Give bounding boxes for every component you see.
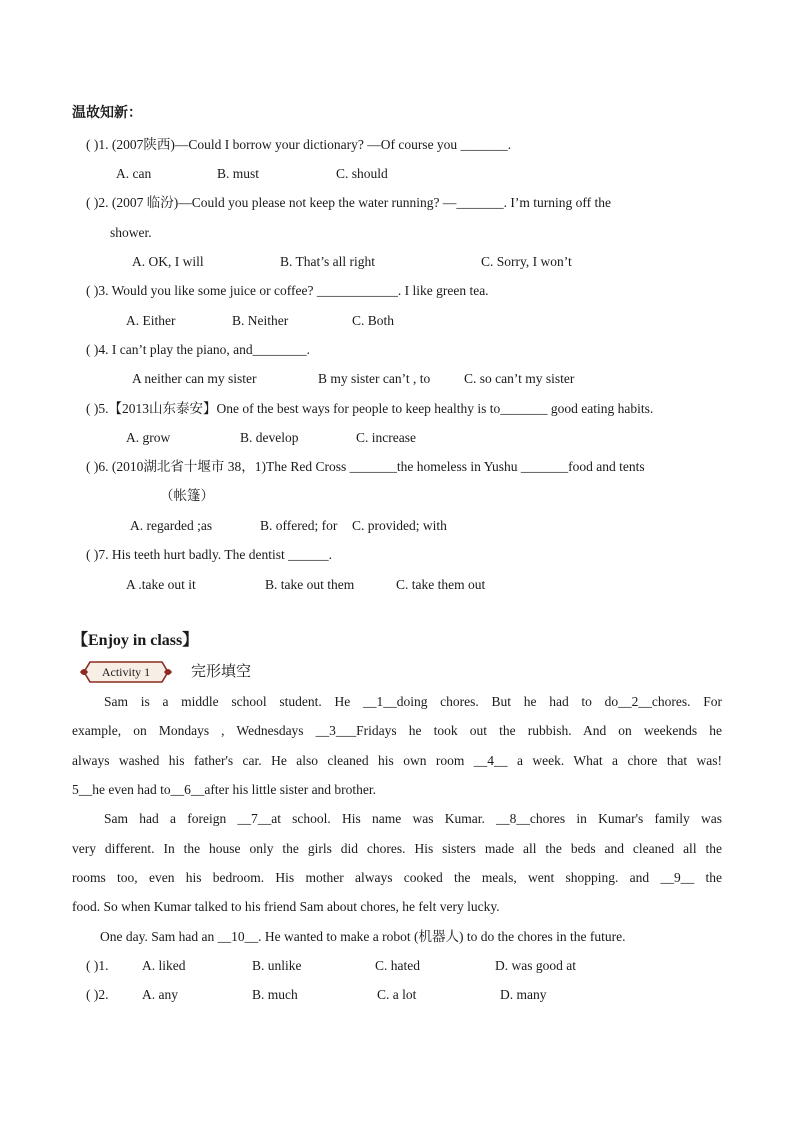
cloze1-option-c: C. hated (375, 958, 420, 973)
question-3 (86, 282, 489, 300)
cloze2-option-c: C. a lot (377, 987, 417, 1002)
answer-paren[interactable]: ( ) (86, 547, 99, 562)
question-text: 1. (2007陕西)—Could I borrow your dictionary? —Of course you _______. (98, 137, 512, 152)
question-text: 4. I can’t play the piano, and________. (98, 342, 310, 357)
answer-paren[interactable]: ( ) (86, 342, 99, 357)
question-text: 7. His teeth hurt badly. The dentist ______. (98, 547, 332, 562)
q5-option-a: A. grow (126, 430, 171, 445)
review-heading: 温故知新： (72, 105, 142, 121)
q4-option-c: C. so can’t my sister (464, 371, 575, 386)
cloze1-option-b: B. unlike (252, 958, 302, 973)
q3-option-b: B. Neither (232, 313, 289, 328)
enjoy-heading: 【Enjoy in class】 (72, 632, 199, 649)
answer-paren[interactable]: ( ) (86, 401, 99, 416)
q1-option-c: C. should (336, 166, 388, 181)
q6-continuation: （帐篷） (160, 488, 214, 503)
question-7 (86, 546, 332, 564)
activity-title: 完形填空 (191, 662, 252, 680)
cloze-question-2 (86, 986, 109, 1004)
cloze-number: 1. (98, 958, 109, 973)
q3-option-a: A. Either (126, 313, 176, 328)
question-1 (86, 136, 511, 154)
passage-line-6: very different. In the house only the girls did chores. His sisters made all the beds and cleaned all the (72, 841, 722, 856)
passage-line-7: rooms too, even his bedroom. His mother always cooked the meals, went shopping. and __9__ the (72, 870, 722, 885)
answer-paren[interactable]: ( ) (86, 459, 99, 474)
q1-option-a: A. can (116, 166, 152, 181)
q7-option-c: C. take them out (396, 577, 486, 592)
answer-paren[interactable]: ( ) (86, 958, 99, 973)
cloze1-option-d: D. was good at (495, 958, 576, 973)
answer-paren[interactable]: ( ) (86, 283, 99, 298)
activity-badge (78, 660, 174, 684)
q7-option-a: A .take out it (126, 577, 196, 592)
q6-option-c: C. provided; with (352, 518, 447, 533)
passage-line-4: 5__he even had to__6__after his little sister and brother. (72, 782, 377, 797)
passage-line-2: example, on Mondays , Wednesdays __3___Fridays he took out the rubbish. And on weekends he (72, 723, 722, 738)
q6-option-a: A. regarded ;as (130, 518, 213, 533)
cloze2-option-b: B. much (252, 987, 298, 1002)
q1-option-b: B. must (217, 166, 260, 181)
q3-option-c: C. Both (352, 313, 395, 328)
question-text: 3. Would you like some juice or coffee? ____________. I like green tea. (98, 283, 489, 298)
question-6 (86, 458, 645, 476)
q5-option-c: C. increase (356, 430, 416, 445)
q6-option-b: B. offered; for (260, 518, 338, 533)
q4-option-a: A neither can my sister (132, 371, 257, 386)
answer-paren[interactable]: ( ) (86, 195, 99, 210)
passage-line-8: food. So when Kumar talked to his friend Sam about chores, he felt very lucky. (72, 899, 500, 914)
passage-line-1: Sam is a middle school student. He __1__doing chores. But he had to do__2__chores. For (104, 694, 722, 709)
cloze2-option-a: A. any (142, 987, 178, 1002)
cloze1-option-a: A. liked (142, 958, 186, 973)
question-text: 5.【2013山东泰安】One of the best ways for people to keep healthy is to_______ good eating habits. (98, 401, 654, 416)
question-text: 6. (2010湖北省十堰市 38，1)The Red Cross _______the homeless in Yushu _______food and tents (98, 459, 645, 474)
passage-line-9: One day. Sam had an __10__. He wanted to make a robot (机器人) to do the chores in the future. (100, 929, 626, 944)
q2-option-a: A. OK, I will (132, 254, 204, 269)
q2-continuation: shower. (110, 225, 152, 240)
question-text: 2. (2007 临汾)—Could you please not keep the water running? —_______. I’m turning off the (98, 195, 612, 210)
question-4 (86, 341, 310, 359)
activity-badge-label: Activity 1 (101, 665, 151, 679)
passage-line-5: Sam had a foreign __7__at school. His name was Kumar. __8__chores in Kumar's family was (104, 811, 722, 826)
question-2 (86, 194, 611, 212)
answer-paren[interactable]: ( ) (86, 987, 99, 1002)
passage-line-3: always washed his father's car. He also cleaned his own room __4__ a week. What a chore that was! (72, 753, 722, 768)
cloze-question-1 (86, 957, 109, 975)
cloze2-option-d: D. many (500, 987, 547, 1002)
q2-option-c: C. Sorry, I won’t (481, 254, 572, 269)
q7-option-b: B. take out them (265, 577, 355, 592)
q2-option-b: B. That’s all right (280, 254, 375, 269)
q5-option-b: B. develop (240, 430, 299, 445)
q4-option-b: B my sister can’t , to (318, 371, 431, 386)
question-5 (86, 400, 653, 418)
cloze-number: 2. (98, 987, 109, 1002)
answer-paren[interactable]: ( ) (86, 137, 99, 152)
